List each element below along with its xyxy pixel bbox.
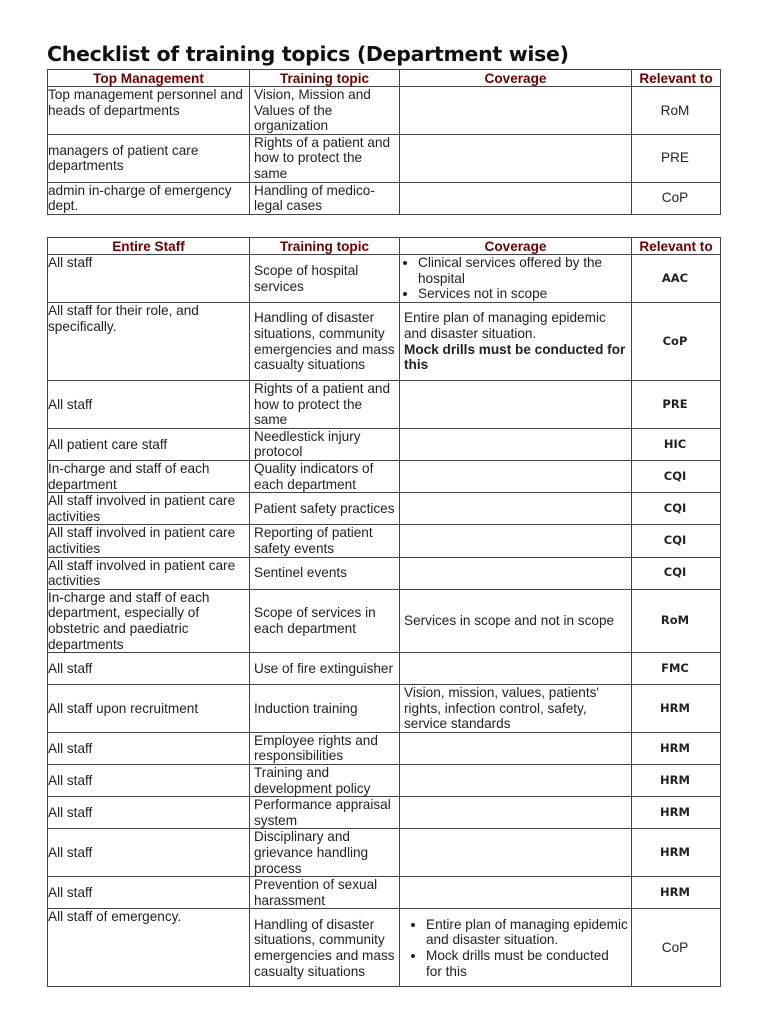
table-row: [48, 460, 721, 492]
coverage-cell: [400, 653, 632, 685]
topic-cell: Disciplinary and grievance handling process: [250, 829, 400, 877]
coverage-list: [404, 917, 628, 979]
table-row: [48, 829, 721, 877]
relevant-cell: HRM: [632, 797, 721, 829]
relevant-cell: CQI: [632, 460, 721, 492]
topic-cell: Employee rights and responsibilities: [250, 732, 400, 764]
table-row: [48, 134, 721, 182]
audience-cell: All staff involved in patient care activities: [48, 493, 250, 525]
coverage-cell: [400, 381, 632, 429]
coverage-cell: [400, 732, 632, 764]
entire-staff-table: [47, 237, 721, 987]
relevant-cell: PRE: [632, 134, 721, 182]
relevant-cell: AAC: [632, 255, 721, 303]
relevant-cell: CoP: [632, 909, 721, 987]
relevant-cell: FMC: [632, 653, 721, 685]
coverage-cell: [400, 493, 632, 525]
audience-cell: managers of patient care departments: [48, 134, 250, 182]
column-header: Training topic: [250, 70, 400, 87]
table-row: [48, 653, 721, 685]
topic-cell: Vision, Mission and Values of the organization: [250, 87, 400, 135]
header-row: [48, 70, 721, 87]
table-row: [48, 381, 721, 429]
topic-cell: Induction training: [250, 685, 400, 733]
topic-cell: Handling of disaster situations, community emergencies and mass casualty situations: [250, 909, 400, 987]
coverage-cell: [400, 765, 632, 797]
table-row: [48, 428, 721, 460]
relevant-cell: CQI: [632, 525, 721, 557]
table-row: [48, 909, 721, 987]
column-header: Top Management: [48, 70, 250, 87]
topic-cell: Prevention of sexual harassment: [250, 877, 400, 909]
coverage-cell: [400, 877, 632, 909]
audience-cell: All staff: [48, 255, 250, 303]
audience-cell: All patient care staff: [48, 428, 250, 460]
table-row: [48, 732, 721, 764]
topic-cell: Rights of a patient and how to protect the same: [250, 381, 400, 429]
relevant-cell: RoM: [632, 87, 721, 135]
topic-cell: Performance appraisal system: [250, 797, 400, 829]
coverage-cell: [400, 87, 632, 135]
column-header: Training topic: [250, 238, 400, 255]
audience-cell: In-charge and staff of each department: [48, 460, 250, 492]
topic-cell: Scope of hospital services: [250, 255, 400, 303]
relevant-cell: HRM: [632, 765, 721, 797]
table-row: [48, 303, 721, 381]
audience-cell: All staff: [48, 797, 250, 829]
audience-cell: All staff: [48, 653, 250, 685]
coverage-note: Mock drills must be conducted for this: [404, 341, 626, 373]
coverage-item: • Mock drills must be conducted for this: [426, 948, 628, 979]
audience-cell: All staff involved in patient care activities: [48, 525, 250, 557]
topic-cell: Scope of services in each department: [250, 589, 400, 652]
audience-cell: All staff: [48, 381, 250, 429]
topic-cell: Quality indicators of each department: [250, 460, 400, 492]
relevant-cell: CQI: [632, 557, 721, 589]
table-row: [48, 493, 721, 525]
topic-cell: Handling of disaster situations, community emergencies and mass casualty situations: [250, 303, 400, 381]
column-header: Coverage: [400, 70, 632, 87]
coverage-cell: [400, 460, 632, 492]
audience-cell: All staff of emergency.: [48, 909, 250, 987]
coverage-cell: [400, 909, 632, 987]
relevant-cell: HRM: [632, 685, 721, 733]
table-row: [48, 589, 721, 652]
topic-cell: Training and development policy: [250, 765, 400, 797]
coverage-cell: Services in scope and not in scope: [400, 589, 632, 652]
table-row: [48, 685, 721, 733]
table-row: [48, 797, 721, 829]
coverage-cell: [400, 557, 632, 589]
coverage-cell: [400, 255, 632, 303]
coverage-item: • Entire plan of managing epidemic and disaster situation.: [426, 917, 628, 948]
column-header: Entire Staff: [48, 238, 250, 255]
coverage-cell: [400, 428, 632, 460]
column-header: Coverage: [400, 238, 632, 255]
table-row: [48, 87, 721, 135]
relevant-cell: PRE: [632, 381, 721, 429]
coverage-cell: [400, 134, 632, 182]
relevant-cell: CoP: [632, 182, 721, 214]
coverage-cell: [400, 797, 632, 829]
coverage-cell: [400, 182, 632, 214]
audience-cell: All staff for their role, and specifically.: [48, 303, 250, 381]
column-header: Relevant to: [632, 70, 721, 87]
topic-cell: Sentinel events: [250, 557, 400, 589]
coverage-cell: [400, 303, 632, 381]
relevant-cell: HRM: [632, 829, 721, 877]
audience-cell: All staff upon recruitment: [48, 685, 250, 733]
coverage-item: • Services not in scope: [418, 286, 628, 302]
relevant-cell: RoM: [632, 589, 721, 652]
page-title: Checklist of training topics (Department wise): [47, 42, 569, 66]
coverage-item: • Clinical services offered by the hospital: [418, 255, 628, 286]
topic-cell: Rights of a patient and how to protect the same: [250, 134, 400, 182]
audience-cell: In-charge and staff of each department, especially of obstetric and paediatric departments: [48, 589, 250, 652]
table-row: [48, 765, 721, 797]
table-row: [48, 557, 721, 589]
relevant-cell: HRM: [632, 877, 721, 909]
topic-cell: Patient safety practices: [250, 493, 400, 525]
topic-cell: Use of fire extinguisher: [250, 653, 400, 685]
column-header: Relevant to: [632, 238, 721, 255]
table-row: [48, 525, 721, 557]
audience-cell: admin in-charge of emergency dept.: [48, 182, 250, 214]
header-row: [48, 238, 721, 255]
audience-cell: All staff: [48, 732, 250, 764]
coverage-cell: [400, 829, 632, 877]
table-row: [48, 877, 721, 909]
coverage-text: Entire plan of managing epidemic and disaster situation.: [404, 310, 606, 341]
table-row: [48, 255, 721, 303]
topic-cell: Reporting of patient safety events: [250, 525, 400, 557]
topic-cell: Handling of medico-legal cases: [250, 182, 400, 214]
relevant-cell: HRM: [632, 732, 721, 764]
coverage-list: [404, 255, 628, 302]
audience-cell: All staff involved in patient care activities: [48, 557, 250, 589]
top-management-table: [47, 69, 721, 215]
audience-cell: Top management personnel and heads of departments: [48, 87, 250, 135]
coverage-cell: [400, 525, 632, 557]
relevant-cell: CQI: [632, 493, 721, 525]
audience-cell: All staff: [48, 765, 250, 797]
relevant-cell: HIC: [632, 428, 721, 460]
coverage-cell: Vision, mission, values, patients' rights, infection control, safety, service standards: [400, 685, 632, 733]
topic-cell: Needlestick injury protocol: [250, 428, 400, 460]
audience-cell: All staff: [48, 877, 250, 909]
table-row: [48, 182, 721, 214]
audience-cell: All staff: [48, 829, 250, 877]
relevant-cell: CoP: [632, 303, 721, 381]
